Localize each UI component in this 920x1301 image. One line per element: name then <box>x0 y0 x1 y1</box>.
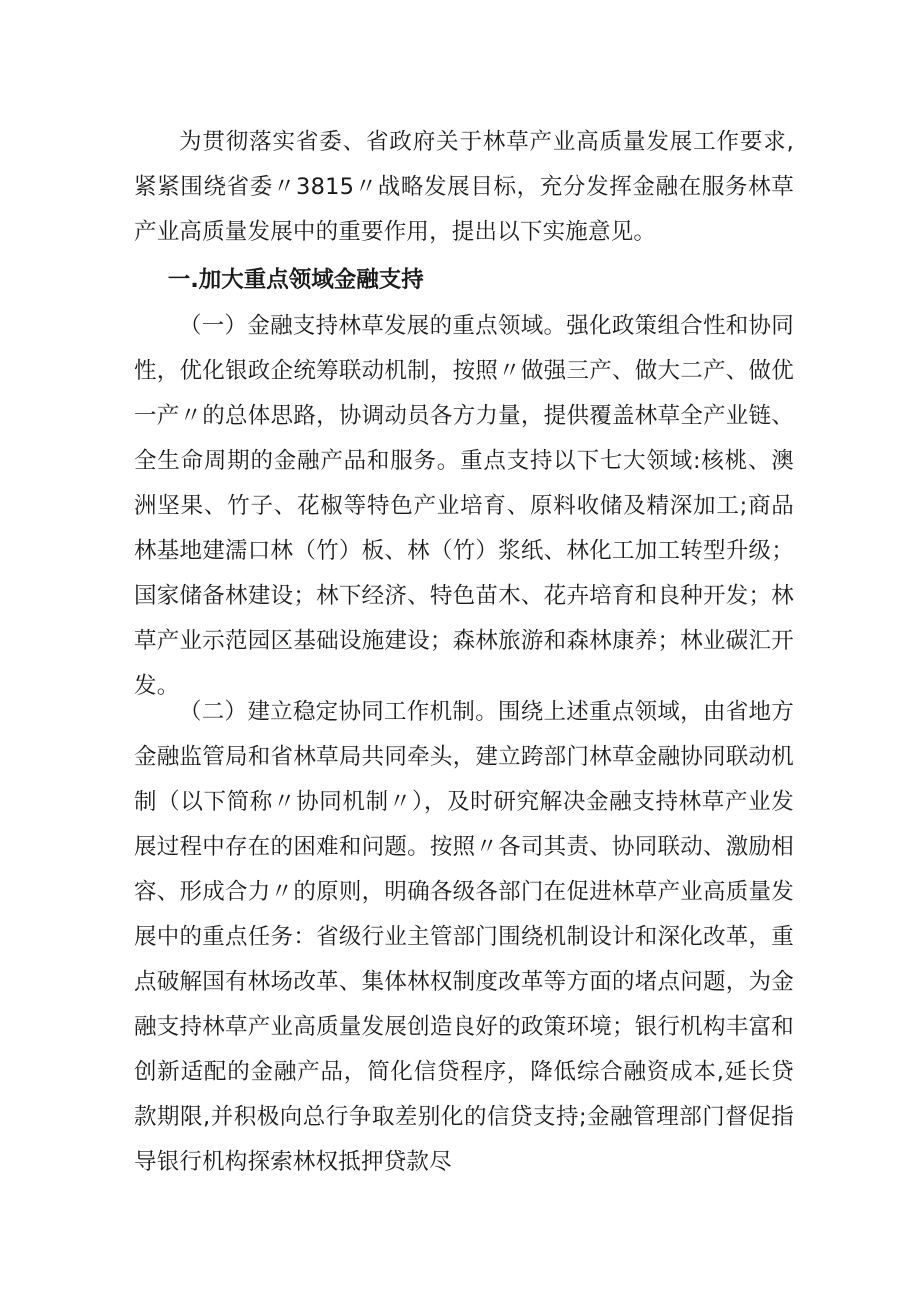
intro-paragraph: 为贯彻落实省委、省政府关于林草产业高质量发展工作要求,紧紧围绕省委〃3815〃战略发展目标，充分发挥金融在服务林草产业高质量发展中的重要作用，提出以下实施意见。 <box>134 129 794 245</box>
section-heading: 一.加大重点领域金融支持 <box>167 267 424 293</box>
item-two-paragraph: （二）建立稳定协同工作机制。围绕上述重点领域，由省地方金融监管局和省林草局共同牵头，建立跨部门林草金融协同联动机制（以下简称〃协同机制〃），及时研究解决金融支持林草产业发展过程中存在的困难和问题。按照〃各司其责、协同联动、激励相容、形成合力〃的原则，明确各级各部门在促进林草产业高质量发展中的重点任务：省级行业主管部门围绕机制设计和深化改革，重点破解国有林场改革、集体林权制度改革等方面的堵点问题，为金融支持林草产业高质量发展创造良好的政策环境；银行机构丰富和创新适配的金融产品，简化信贷程序，降低综合融资成本,延长贷款期限,并积极向总行争取差别化的信贷支持;金融管理部门督促指导银行机构探索林权抵押贷款尽 <box>134 699 794 1175</box>
item-one-paragraph: （一）金融支持林草发展的重点领域。强化政策组合性和协同性，优化银政企统筹联动机制，按照〃做强三产、做大二产、做优一产〃的总体思路，协调动员各方力量，提供覆盖林草全产业链、全生命周期的金融产品和服务。重点支持以下七大领域:核桃、澳洲坚果、竹子、花椒等特色产业培育、原料收储及精深加工;商品林基地建濡口林（竹）板、林（竹）浆纸、林化工加工转型升级；国家储备林建设；林下经济、特色苗木、花卉培育和良种开发；林草产业示范园区基础设施建设；森林旅游和森林康养；林业碳汇开发。 <box>134 313 794 699</box>
